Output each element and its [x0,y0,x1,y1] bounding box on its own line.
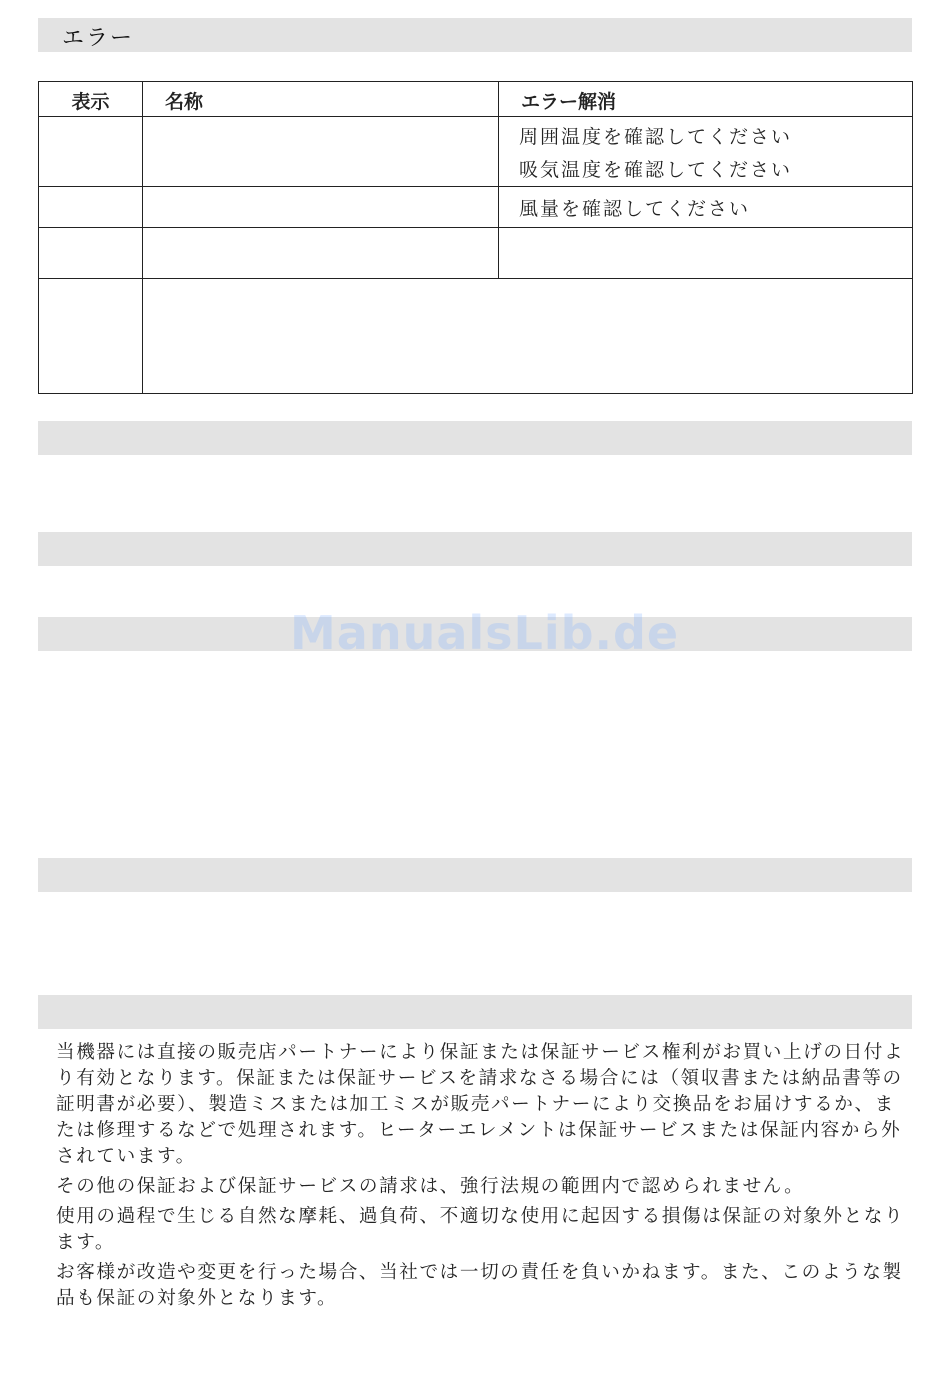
section-header-band [38,858,912,892]
display-cell [39,117,143,187]
display-cell [39,279,143,394]
warranty-text [56,1040,912,1316]
section-header-band [38,532,912,566]
table-row [39,228,913,279]
paragraph: お客様が改造や変更を行った場合、当社では一切の責任を負いかねます。また、このような製品も保証の対象外となります。 [56,1262,903,1309]
section-header-band [38,995,912,1029]
name-cell [143,117,499,187]
section-title: エラー [62,26,135,51]
remedy-cell [499,187,913,228]
paragraph: 使用の過程で生じる自然な摩耗、過負荷、不適切な使用に起因する損傷は保証の対象外となります。 [56,1206,905,1253]
remedy-text: 吸気温度を確認してください [519,159,793,181]
watermark: ManualsLib.de [290,606,680,660]
table-row [39,279,913,394]
display-cell [39,228,143,279]
remedy-cell [499,228,913,279]
name-cell [143,228,499,279]
display-cell [39,187,143,228]
error-table [38,81,913,394]
name-cell [143,279,913,394]
remedy-cell [499,117,913,187]
column-header-display: 表示 [39,82,143,117]
table-header-row [39,82,913,117]
remedy-text: 周囲温度を確認してください [519,126,793,148]
table-row [39,187,913,228]
column-header-remedy: エラー解消 [499,82,913,117]
paragraph: 当機器には直接の販売店パートナーにより保証または保証サービス権利がお買い上げの日付より有効となります。保証または保証サービスを請求なさる場合には（領収書または納品書等の証明書が必要）、製造ミスまたは加工ミスが販売パートナーにより交換品をお届けするか、または修理するなどで処理されます。ヒーターエレメントは保証サービスまたは保証内容から外されています。 [56,1042,905,1167]
paragraph: その他の保証および保証サービスの請求は、強行法規の範囲内で認められません。 [56,1176,805,1197]
column-header-name: 名称 [143,82,499,117]
remedy-text: 風量を確認してください [519,198,751,220]
table-row [39,117,913,187]
section-header-band [38,421,912,455]
name-cell [143,187,499,228]
section-header-error [38,18,912,52]
